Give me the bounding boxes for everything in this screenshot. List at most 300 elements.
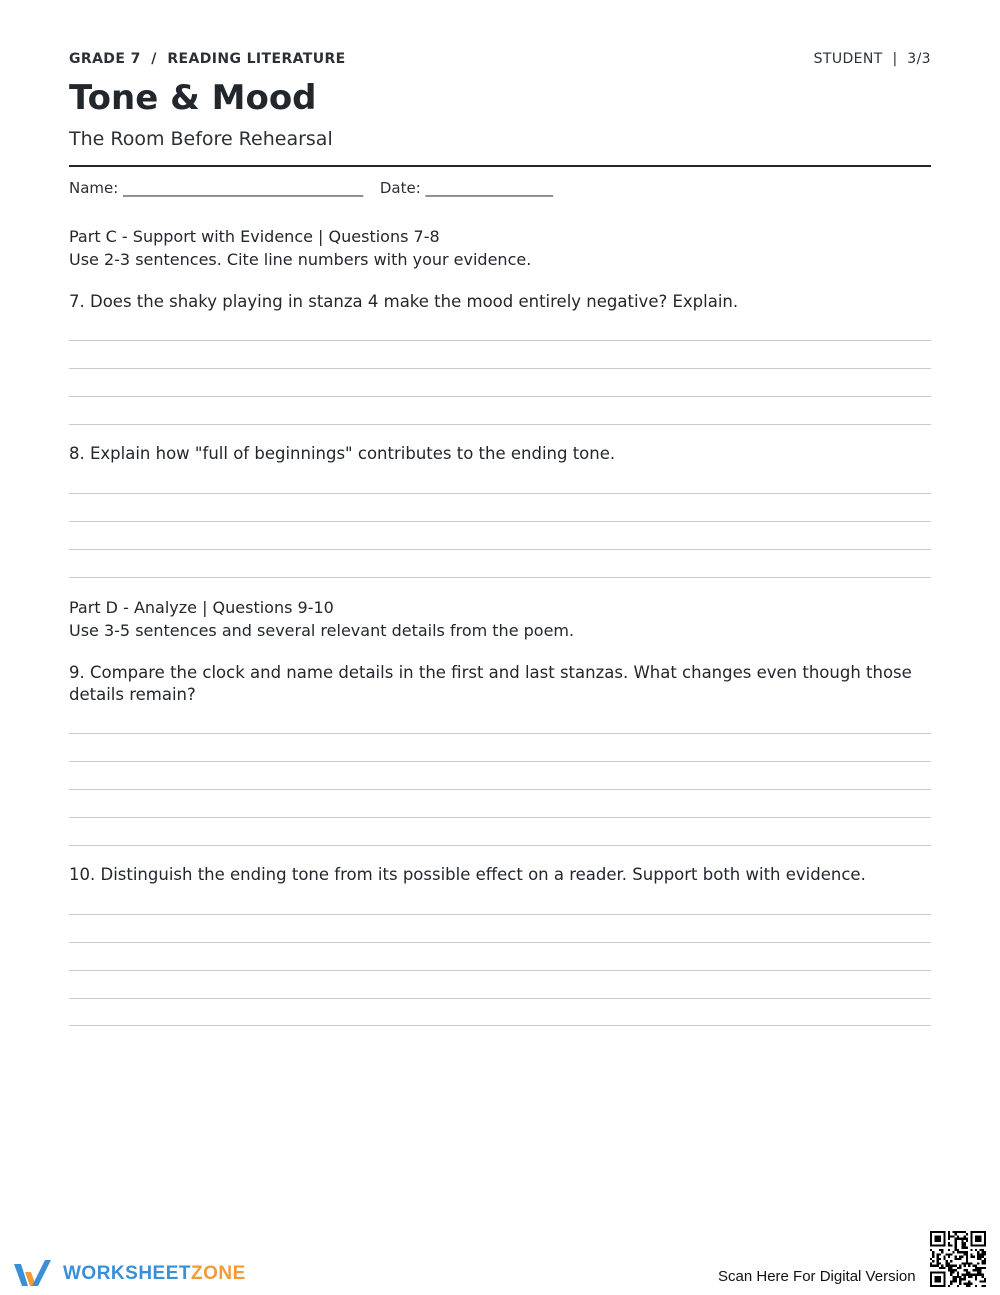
- qr-module: [984, 1260, 986, 1262]
- qr-module: [930, 1233, 932, 1235]
- qr-module: [957, 1271, 959, 1273]
- qr-module: [961, 1251, 963, 1253]
- qr-module: [961, 1278, 963, 1280]
- qr-module: [937, 1238, 939, 1240]
- qr-module: [937, 1240, 939, 1242]
- qr-module: [930, 1235, 932, 1237]
- qr-module: [930, 1285, 932, 1287]
- answer-line[interactable]: [69, 1025, 931, 1026]
- qr-module: [937, 1276, 939, 1278]
- section-part-c: [69, 225, 931, 271]
- qr-module: [966, 1285, 968, 1287]
- qr-module: [982, 1260, 984, 1262]
- qr-module: [952, 1278, 954, 1280]
- qr-module: [961, 1256, 963, 1258]
- qr-module: [979, 1244, 981, 1246]
- qr-module: [930, 1244, 932, 1246]
- qr-module: [930, 1238, 932, 1240]
- qr-module: [968, 1276, 970, 1278]
- qr-module: [975, 1276, 977, 1278]
- qr-module: [959, 1256, 961, 1258]
- qr-module: [982, 1253, 984, 1255]
- qr-module: [932, 1265, 934, 1267]
- qr-module: [937, 1244, 939, 1246]
- answer-line[interactable]: [69, 789, 931, 790]
- qr-module: [946, 1262, 948, 1264]
- qr-module: [957, 1231, 959, 1233]
- qr-module: [973, 1231, 975, 1233]
- qr-module: [939, 1262, 941, 1264]
- qr-module: [970, 1262, 972, 1264]
- qr-module: [952, 1271, 954, 1273]
- qr-module: [950, 1260, 952, 1262]
- breadcrumb: GRADE 7 / READING LITERATURE: [69, 51, 346, 67]
- qr-module: [930, 1271, 932, 1273]
- qr-module: [948, 1256, 950, 1258]
- date-field[interactable]: Date: _________________: [379, 179, 554, 197]
- qr-module: [977, 1258, 979, 1260]
- qr-module: [939, 1244, 941, 1246]
- qr-module: [964, 1238, 966, 1240]
- qr-module: [966, 1256, 968, 1258]
- qr-module: [937, 1260, 939, 1262]
- qr-module: [943, 1233, 945, 1235]
- qr-module: [984, 1238, 986, 1240]
- qr-module: [948, 1242, 950, 1244]
- qr-module: [975, 1278, 977, 1280]
- answer-line[interactable]: [69, 970, 931, 971]
- qr-module: [939, 1258, 941, 1260]
- qr-module: [939, 1285, 941, 1287]
- qr-module: [964, 1274, 966, 1276]
- qr-module: [977, 1240, 979, 1242]
- qr-module: [943, 1285, 945, 1287]
- answer-line[interactable]: [69, 942, 931, 943]
- qr-module: [968, 1283, 970, 1285]
- qr-module: [952, 1269, 954, 1271]
- qr-module: [977, 1271, 979, 1273]
- qr-module: [964, 1235, 966, 1237]
- qr-module: [932, 1256, 934, 1258]
- qr-module: [930, 1231, 932, 1233]
- qr-module: [984, 1267, 986, 1269]
- qr-module: [982, 1231, 984, 1233]
- answer-line[interactable]: [69, 368, 931, 369]
- qr-module: [984, 1240, 986, 1242]
- qr-module: [970, 1238, 972, 1240]
- qr-module: [955, 1258, 957, 1260]
- qr-module: [937, 1231, 939, 1233]
- qr-module: [959, 1251, 961, 1253]
- qr-module: [937, 1253, 939, 1255]
- answer-line[interactable]: [69, 845, 931, 846]
- qr-module: [957, 1238, 959, 1240]
- student-fields: [69, 179, 553, 197]
- qr-module: [977, 1251, 979, 1253]
- qr-module: [959, 1238, 961, 1240]
- qr-module: [939, 1267, 941, 1269]
- qr-module: [964, 1244, 966, 1246]
- name-field[interactable]: Name: ________________________________: [69, 179, 364, 197]
- qr-module: [970, 1233, 972, 1235]
- qr-module: [977, 1231, 979, 1233]
- question-7: 7. Does the shaky playing in stanza 4 make the mood entirely negative? Explain.: [69, 292, 739, 311]
- qr-module: [979, 1280, 981, 1282]
- qr-module: [979, 1253, 981, 1255]
- section-title: Part D - Analyze | Questions 9-10: [69, 598, 334, 617]
- qr-module: [964, 1247, 966, 1249]
- qr-module: [966, 1271, 968, 1273]
- qr-module: [930, 1262, 932, 1264]
- qr-module: [943, 1231, 945, 1233]
- qr-module: [970, 1231, 972, 1233]
- qr-module: [975, 1231, 977, 1233]
- qr-module: [964, 1262, 966, 1264]
- answer-line[interactable]: [69, 817, 931, 818]
- qr-module: [982, 1262, 984, 1264]
- qr-module: [959, 1276, 961, 1278]
- qr-module: [950, 1269, 952, 1271]
- qr-module: [977, 1244, 979, 1246]
- qr-module: [964, 1242, 966, 1244]
- qr-module: [984, 1258, 986, 1260]
- question-8: 8. Explain how "full of beginnings" contributes to the ending tone.: [69, 444, 616, 463]
- qr-module: [975, 1267, 977, 1269]
- qr-module: [966, 1251, 968, 1253]
- qr-module: [948, 1244, 950, 1246]
- qr-module: [957, 1276, 959, 1278]
- section-title: Part C - Support with Evidence | Questions 7-8: [69, 227, 440, 246]
- qr-module: [941, 1249, 943, 1251]
- qr-module: [955, 1238, 957, 1240]
- qr-module: [930, 1276, 932, 1278]
- qr-module: [939, 1271, 941, 1273]
- qr-module: [975, 1285, 977, 1287]
- qr-module: [934, 1280, 936, 1282]
- qr-module: [941, 1265, 943, 1267]
- qr-module: [964, 1276, 966, 1278]
- qr-module: [966, 1262, 968, 1264]
- qr-module: [955, 1233, 957, 1235]
- qr-module: [979, 1274, 981, 1276]
- qr-module: [968, 1265, 970, 1267]
- qr-module: [943, 1271, 945, 1273]
- qr-module: [952, 1251, 954, 1253]
- qr-module: [959, 1280, 961, 1282]
- qr-module: [975, 1235, 977, 1237]
- qr-module: [977, 1274, 979, 1276]
- qr-module: [932, 1251, 934, 1253]
- qr-module: [977, 1238, 979, 1240]
- qr-module: [970, 1253, 972, 1255]
- qr-module: [939, 1280, 941, 1282]
- qr-module: [955, 1242, 957, 1244]
- qr-module: [961, 1240, 963, 1242]
- answer-line[interactable]: [69, 998, 931, 999]
- qr-module: [939, 1278, 941, 1280]
- qr-module: [970, 1283, 972, 1285]
- qr-module: [930, 1274, 932, 1276]
- qr-module: [979, 1271, 981, 1273]
- qr-module: [934, 1271, 936, 1273]
- logo-wordmark: [63, 1263, 246, 1285]
- qr-module: [955, 1231, 957, 1233]
- qr-module: [950, 1235, 952, 1237]
- qr-module: [966, 1274, 968, 1276]
- logo-text-zone: ZONE: [191, 1263, 246, 1284]
- qr-module: [982, 1276, 984, 1278]
- qr-module: [982, 1244, 984, 1246]
- top-bar: [69, 51, 931, 69]
- qr-module: [982, 1256, 984, 1258]
- qr-module: [966, 1233, 968, 1235]
- answer-line[interactable]: [69, 396, 931, 397]
- qr-module: [979, 1235, 981, 1237]
- qr-module: [975, 1244, 977, 1246]
- qr-module: [937, 1258, 939, 1260]
- answer-line[interactable]: [69, 549, 931, 550]
- section-instructions: Use 3-5 sentences and several relevant details from the poem.: [69, 621, 575, 640]
- qr-module: [964, 1251, 966, 1253]
- qr-module: [946, 1265, 948, 1267]
- qr-module: [948, 1285, 950, 1287]
- qr-module: [937, 1285, 939, 1287]
- qr-module: [952, 1276, 954, 1278]
- qr-module: [948, 1265, 950, 1267]
- qr-module: [957, 1258, 959, 1260]
- qr-module: [955, 1269, 957, 1271]
- qr-module: [979, 1256, 981, 1258]
- qr-code-icon[interactable]: [930, 1231, 986, 1287]
- qr-module: [934, 1235, 936, 1237]
- qr-module: [968, 1285, 970, 1287]
- qr-module: [982, 1274, 984, 1276]
- qr-module: [950, 1274, 952, 1276]
- qr-module: [932, 1244, 934, 1246]
- qr-module: [952, 1265, 954, 1267]
- qr-module: [939, 1240, 941, 1242]
- qr-module: [975, 1249, 977, 1251]
- qr-module: [937, 1280, 939, 1282]
- qr-module: [979, 1258, 981, 1260]
- qr-module: [959, 1231, 961, 1233]
- qr-module: [948, 1233, 950, 1235]
- qr-module: [948, 1267, 950, 1269]
- qr-module: [970, 1235, 972, 1237]
- answer-line[interactable]: [69, 914, 931, 915]
- qr-module: [961, 1262, 963, 1264]
- qr-module: [984, 1280, 986, 1282]
- qr-module: [941, 1231, 943, 1233]
- qr-module: [939, 1238, 941, 1240]
- qr-module: [970, 1244, 972, 1246]
- qr-module: [959, 1283, 961, 1285]
- qr-module: [966, 1238, 968, 1240]
- qr-module: [975, 1240, 977, 1242]
- answer-line[interactable]: [69, 493, 931, 494]
- qr-module: [979, 1238, 981, 1240]
- qr-module: [957, 1251, 959, 1253]
- qr-module: [939, 1235, 941, 1237]
- qr-module: [961, 1274, 963, 1276]
- header-divider: [69, 165, 931, 167]
- qr-module: [952, 1235, 954, 1237]
- section-part-d: [69, 596, 931, 642]
- qr-module: [968, 1274, 970, 1276]
- qr-module: [961, 1244, 963, 1246]
- qr-module: [952, 1280, 954, 1282]
- qr-module: [984, 1235, 986, 1237]
- qr-module: [964, 1231, 966, 1233]
- answer-line[interactable]: [69, 521, 931, 522]
- qr-module: [948, 1235, 950, 1237]
- qr-module: [984, 1253, 986, 1255]
- qr-module: [979, 1269, 981, 1271]
- qr-module: [930, 1265, 932, 1267]
- qr-module: [934, 1285, 936, 1287]
- qr-module: [982, 1267, 984, 1269]
- qr-module: [941, 1285, 943, 1287]
- qr-module: [964, 1269, 966, 1271]
- qr-module: [948, 1262, 950, 1264]
- qr-module: [984, 1231, 986, 1233]
- qr-module: [950, 1271, 952, 1273]
- qr-module: [937, 1256, 939, 1258]
- qr-module: [977, 1267, 979, 1269]
- qr-module: [970, 1240, 972, 1242]
- qr-module: [932, 1260, 934, 1262]
- qr-module: [970, 1249, 972, 1251]
- qr-module: [970, 1274, 972, 1276]
- qr-module: [941, 1271, 943, 1273]
- qr-module: [932, 1231, 934, 1233]
- answer-line[interactable]: [69, 761, 931, 762]
- qr-module: [961, 1231, 963, 1233]
- qr-module: [943, 1258, 945, 1260]
- qr-module: [943, 1267, 945, 1269]
- qr-module: [946, 1260, 948, 1262]
- qr-module: [957, 1285, 959, 1287]
- qr-module: [979, 1249, 981, 1251]
- section-instructions: Use 2-3 sentences. Cite line numbers with your evidence.: [69, 250, 532, 269]
- qr-module: [966, 1247, 968, 1249]
- qr-module: [937, 1262, 939, 1264]
- qr-module: [943, 1256, 945, 1258]
- qr-module: [950, 1253, 952, 1255]
- qr-module: [979, 1267, 981, 1269]
- qr-module: [964, 1265, 966, 1267]
- qr-module: [984, 1242, 986, 1244]
- qr-module: [932, 1285, 934, 1287]
- qr-module: [982, 1280, 984, 1282]
- qr-module: [932, 1253, 934, 1255]
- qr-module: [941, 1251, 943, 1253]
- qr-module: [934, 1231, 936, 1233]
- qr-module: [955, 1249, 957, 1251]
- qr-module: [948, 1231, 950, 1233]
- qr-module: [943, 1244, 945, 1246]
- qr-module: [975, 1238, 977, 1240]
- qr-module: [937, 1265, 939, 1267]
- qr-module: [977, 1253, 979, 1255]
- qr-module: [973, 1274, 975, 1276]
- qr-module: [939, 1253, 941, 1255]
- qr-module: [966, 1253, 968, 1255]
- qr-module: [934, 1244, 936, 1246]
- question-10: 10. Distinguish the ending tone from its possible effect on a reader. Support both with evidence.: [69, 865, 866, 884]
- qr-module: [950, 1283, 952, 1285]
- qr-module: [977, 1256, 979, 1258]
- qr-module: [973, 1265, 975, 1267]
- qr-module: [943, 1240, 945, 1242]
- qr-module: [930, 1258, 932, 1260]
- qr-module: [948, 1269, 950, 1271]
- qr-module: [961, 1238, 963, 1240]
- qr-module: [943, 1276, 945, 1278]
- qr-module: [930, 1240, 932, 1242]
- qr-module: [932, 1271, 934, 1273]
- qr-module: [984, 1278, 986, 1280]
- qr-module: [977, 1235, 979, 1237]
- qr-module: [941, 1244, 943, 1246]
- qr-module: [934, 1278, 936, 1280]
- qr-module: [950, 1265, 952, 1267]
- qr-module: [957, 1274, 959, 1276]
- answer-line[interactable]: [69, 424, 931, 425]
- qr-module: [955, 1276, 957, 1278]
- qr-module: [934, 1238, 936, 1240]
- qr-module: [964, 1253, 966, 1255]
- qr-module: [973, 1244, 975, 1246]
- qr-module: [937, 1278, 939, 1280]
- qr-module: [977, 1269, 979, 1271]
- qr-module: [970, 1256, 972, 1258]
- qr-module: [943, 1274, 945, 1276]
- answer-line[interactable]: [69, 340, 931, 341]
- qr-module: [943, 1242, 945, 1244]
- qr-module: [941, 1267, 943, 1269]
- qr-module: [964, 1278, 966, 1280]
- qr-module: [984, 1262, 986, 1264]
- qr-module: [961, 1247, 963, 1249]
- qr-module: [959, 1278, 961, 1280]
- qr-module: [984, 1244, 986, 1246]
- page-subtitle: The Room Before Rehearsal: [69, 128, 333, 150]
- qr-module: [930, 1280, 932, 1282]
- qr-module: [973, 1256, 975, 1258]
- qr-module: [930, 1249, 932, 1251]
- qr-module: [950, 1244, 952, 1246]
- qr-module: [943, 1283, 945, 1285]
- qr-module: [966, 1240, 968, 1242]
- qr-module: [979, 1231, 981, 1233]
- qr-module: [959, 1267, 961, 1269]
- qr-module: [955, 1280, 957, 1282]
- page-title: Tone & Mood: [69, 78, 317, 118]
- qr-module: [934, 1265, 936, 1267]
- qr-module: [955, 1247, 957, 1249]
- qr-module: [955, 1265, 957, 1267]
- answer-line[interactable]: [69, 733, 931, 734]
- qr-module: [959, 1265, 961, 1267]
- qr-module: [959, 1258, 961, 1260]
- qr-module: [950, 1267, 952, 1269]
- qr-module: [930, 1283, 932, 1285]
- qr-module: [957, 1267, 959, 1269]
- qr-module: [957, 1235, 959, 1237]
- qr-module: [966, 1269, 968, 1271]
- answer-line[interactable]: [69, 577, 931, 578]
